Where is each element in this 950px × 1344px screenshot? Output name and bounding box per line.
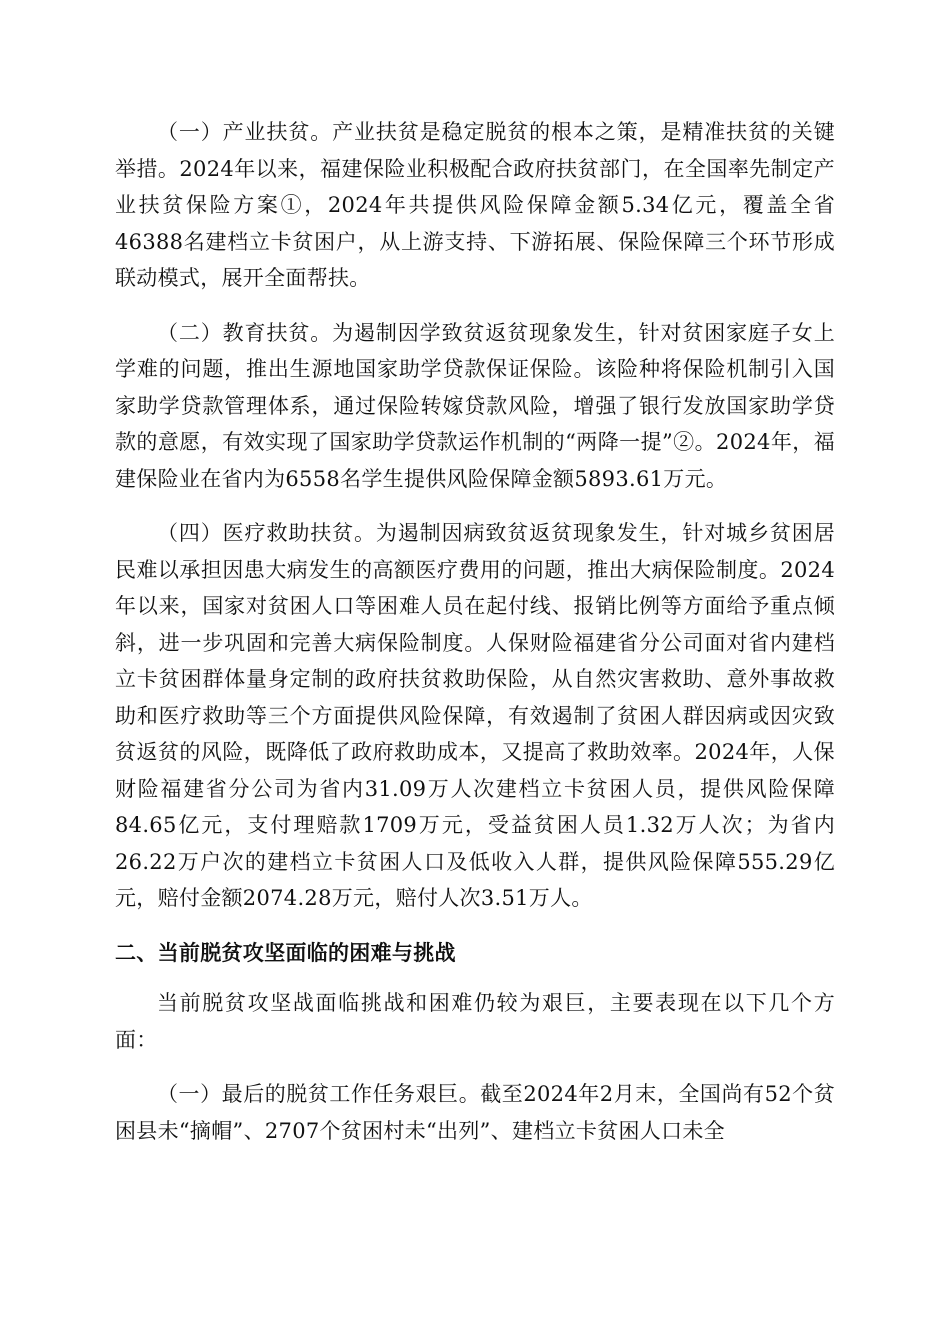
paragraph-final-task-difficulty: （一）最后的脱贫工作任务艰巨。截至2024年2月末，全国尚有52个贫困县未“摘帽”、2707个贫困村未“出列”、建档立卡贫困人口未全 xyxy=(115,1082,835,1143)
paragraph-industry-poverty-alleviation: （一）产业扶贫。产业扶贫是稳定脱贫的根本之策，是精准扶贫的关键举措。2024年以来，福建保险业积极配合政府扶贫部门，在全国率先制定产业扶贫保险方案①，2024年共提供风险保障金额5.34亿元，覆盖全省46388名建档立卡贫困户，从上游支持、下游拓展、保险保障三个环节形成联动模式，展开全面帮扶。 xyxy=(115,120,835,290)
section-heading: 二、当前脱贫攻坚面临的困难与挑战 xyxy=(115,940,456,965)
paragraph-challenges-intro: 当前脱贫攻坚战面临挑战和困难仍较为艰巨，主要表现在以下几个方面： xyxy=(115,991,835,1052)
paragraph-medical-aid-poverty-alleviation: （四）医疗救助扶贫。为遏制因病致贫返贫现象发生，针对城乡贫困居民难以承担因患大病发生的高额医疗费用的问题，推出大病保险制度。2024年以来，国家对贫困人口等困难人员在起付线、报销比例等方面给予重点倾斜，进一步巩固和完善大病保险制度。人保财险福建省分公司面对省内建档立卡贫困群体量身定制的政府扶贫救助保险，从自然灾害救助、意外事故救助和医疗救助等三个方面提供风险保障，有效遏制了贫困人群因病或因灾致贫返贫的风险，既降低了政府救助成本，又提高了救助效率。2024年，人保财险福建省分公司为省内31.09万人次建档立卡贫困人员，提供风险保障84.65亿元，支付理赔款1709万元，受益贫困人员1.32万人次；为省内26.22万户次的建档立卡贫困人口及低收入人群，提供风险保障555.29亿元，赔付金额2074.28万元，赔付人次3.51万人。 xyxy=(115,521,835,910)
paragraph-education-poverty-alleviation: （二）教育扶贫。为遏制因学致贫返贫现象发生，针对贫困家庭子女上学难的问题，推出生源地国家助学贷款保证保险。该险种将保险机制引入国家助学贷款管理体系，通过保险转嫁贷款风险，增强了银行发放国家助学贷款的意愿，有效实现了国家助学贷款运作机制的“两降一提”②。2024年，福建保险业在省内为6558名学生提供风险保障金额5893.61万元。 xyxy=(115,320,835,491)
document-page xyxy=(115,114,835,1149)
